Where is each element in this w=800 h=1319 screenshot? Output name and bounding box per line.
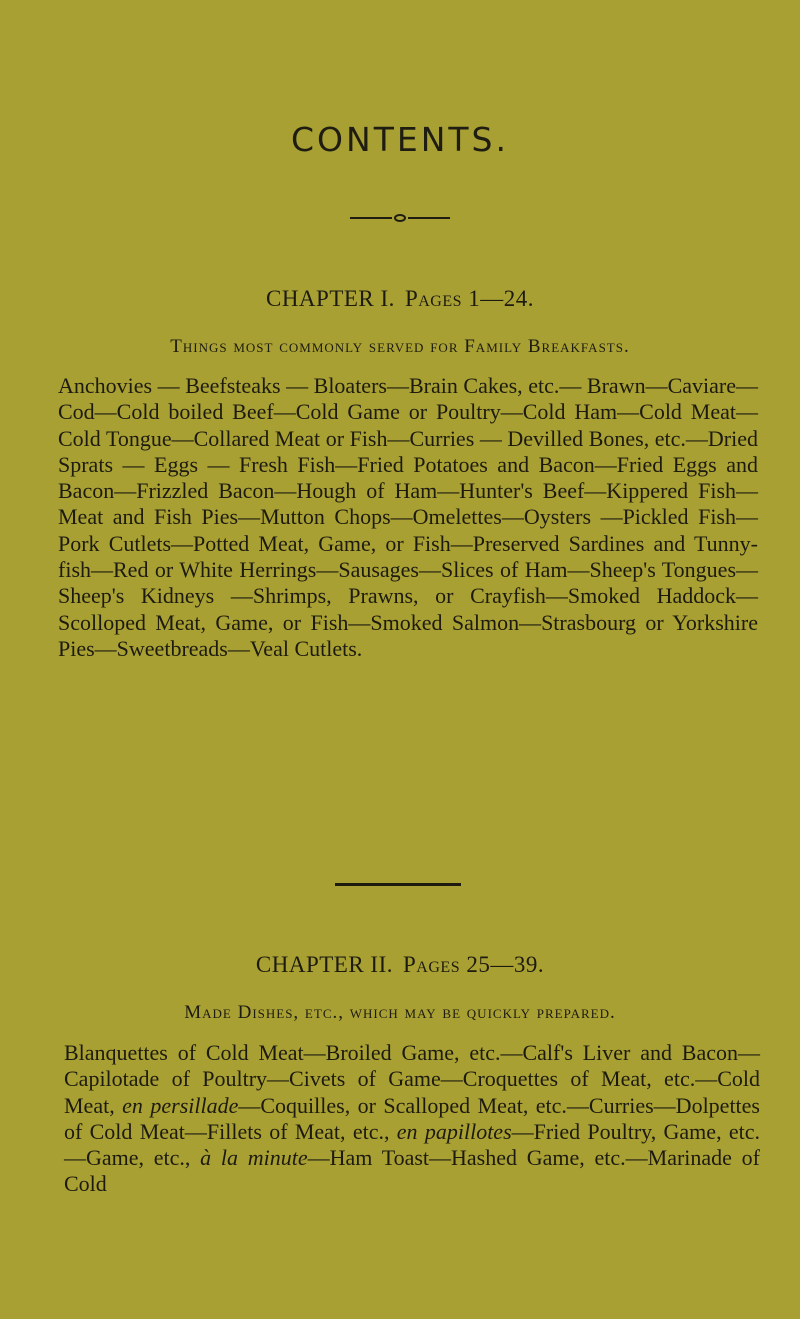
ornament-divider bbox=[350, 212, 450, 224]
chapter-2-pages: Pages 25—39. bbox=[403, 952, 545, 977]
ornament-line-left bbox=[350, 217, 392, 219]
chapter-2-heading bbox=[0, 952, 800, 978]
chapter-1-heading bbox=[0, 286, 800, 312]
chapter-2-italic-3: à la minute bbox=[200, 1145, 308, 1171]
chapter-2-text-2: —Coquilles, or Scalloped Meat, etc.—Curries—Dolpettes of Cold Meat—Fillets of Meat, etc., bbox=[64, 1092, 760, 1144]
chapter-2-text-4: —Ham Toast—Hashed Game, etc.—Marinade of Cold bbox=[64, 1145, 760, 1197]
chapter-2-text-3: —Fried Poultry, Game, etc.—Game, etc., bbox=[64, 1118, 761, 1171]
chapter-2-italic-2: en papillotes bbox=[396, 1118, 512, 1144]
chapter-divider bbox=[335, 883, 461, 886]
chapter-2-text-1: Blanquettes of Cold Meat—Broiled Game, etc.—Calf's Liver and Bacon—Capilotade of Poultry—Civets of Game—Croquettes of Meat, etc.—Cold Meat, bbox=[64, 1040, 760, 1118]
ornament-line-right bbox=[408, 217, 450, 219]
chapter-2-subtitle: Made Dishes, etc., which may be quickly prepared. bbox=[184, 1002, 616, 1023]
chapter-1-pages: Pages 1—24. bbox=[404, 286, 535, 311]
chapter-2-number: CHAPTER II. bbox=[255, 952, 394, 977]
ornament-center bbox=[394, 214, 406, 222]
chapter-1-body: Anchovies — Beefsteaks — Bloaters—Brain Cakes, etc.— Brawn—Caviare—Cod—Cold boiled Beef—Cold Game or Poultry—Cold Ham—Cold Meat—Cold Tongue—Collared Meat or Fish—Curries — Devilled Bones, etc.—Dried Sprats — Eggs — Fresh Fish—Fried Potatoes and Bacon—Fried Eggs and Bacon—Frizzled Bacon—Hough of Ham—Hunter's Beef—Kippered Fish—Meat and Fish Pies—Mutton Chops—Omelettes—Oysters —Pickled Fish—Pork Cutlets—Potted Meat, Game, or Fish—Preserved Sardines and Tunny-fish—Red or White Herrings—Sausages—Slices of Ham—Sheep's Tongues—Sheep's Kidneys —Shrimps, Prawns, or Crayfish—Smoked Haddock—Scolloped Meat, Game, or Fish—Smoked Salmon—Strasbourg or Yorkshire Pies—Sweetbreads—Veal Cutlets. bbox=[58, 373, 758, 661]
page-title: CONTENTS. bbox=[291, 120, 509, 159]
chapter-2-italic-1: en persillade bbox=[122, 1092, 239, 1118]
chapter-1-subtitle: Things most commonly served for Family Breakfasts. bbox=[170, 336, 630, 357]
chapter-2-body bbox=[64, 1040, 760, 1198]
chapter-1-number: CHAPTER I. bbox=[265, 286, 395, 311]
